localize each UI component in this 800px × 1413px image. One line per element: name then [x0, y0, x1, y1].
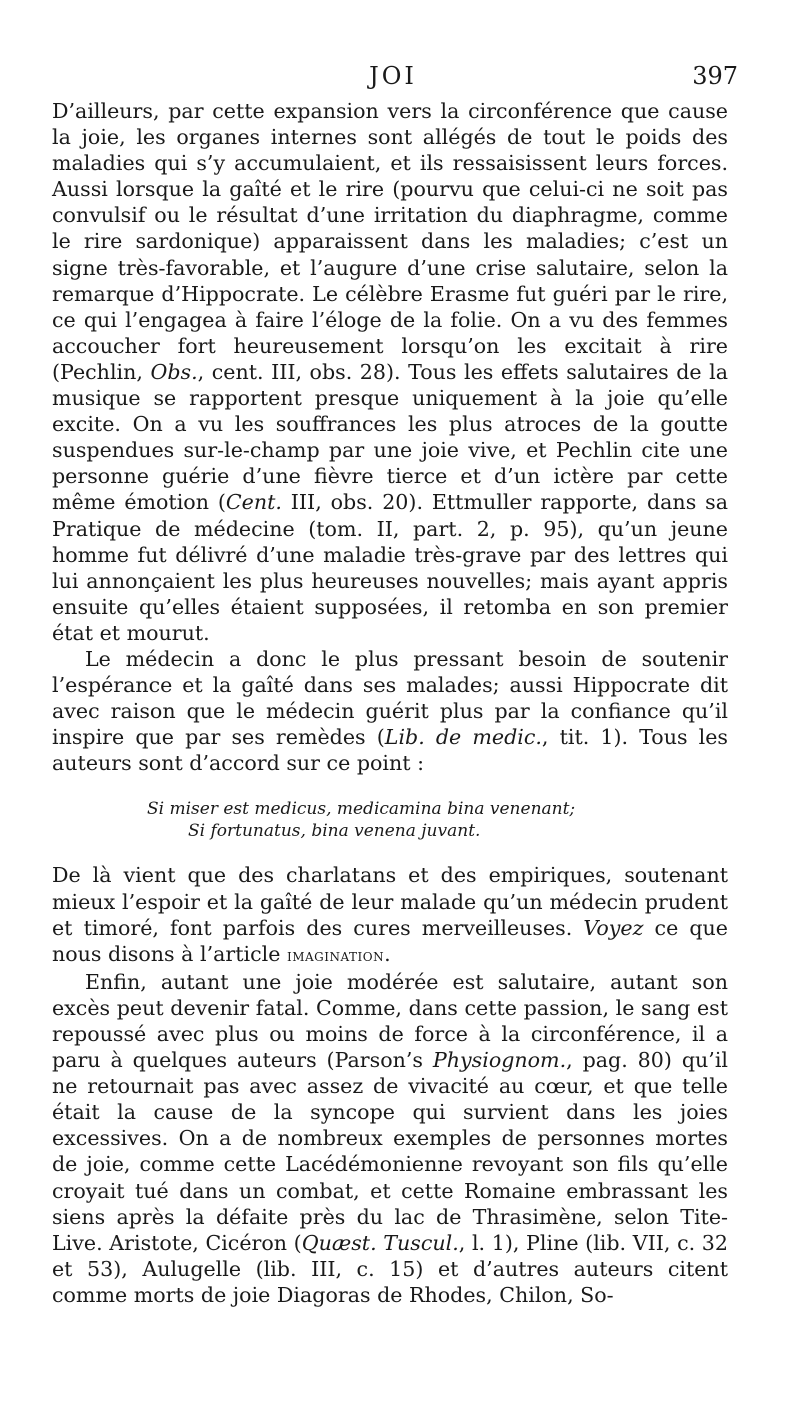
page-header — [48, 62, 738, 96]
text-run: , l. 1), Pline (lib. VII, c. 32 et 53), Aulugelle (lib. III, c. 15) et d’autres auteurs citent comme morts de joie Diagoras de Rhodes, Chilon, So- — [52, 1230, 729, 1307]
text-run: . — [384, 941, 391, 966]
latin-quotation — [52, 798, 728, 842]
quote-line: Si miser est medicus, medicamina bina venenant; — [147, 799, 576, 820]
italic-run: Obs. — [150, 359, 198, 384]
text-run: Enfin, autant une joie modérée est salutaire, autant son excès peut devenir fatal. Comme, dans cette passion, le sang est repoussé avec plus ou moins de force à la circonférence, il a paru à quelques auteurs (Parson’s — [52, 969, 728, 1073]
text-run: , cent. III, obs. 28). Tous les effets salutaires de la musique se rapportent presque uniquement à la joie qu’elle excite. On a vu les souffrances les plus atroces de la goutte suspendues sur-le-champ par une joie vive, et Pechlin cite une personne guérie d’une fièvre tierce et d’un ictère par cette même émotion ( — [52, 359, 728, 515]
page-number: 397 — [692, 62, 738, 90]
italic-run: Voyez — [583, 915, 644, 940]
running-head: JOI — [369, 62, 417, 90]
paragraph — [52, 969, 728, 1308]
small-caps-run: imagination — [286, 945, 385, 966]
body-text — [52, 98, 728, 1308]
text-run: , tit. 1). Tous les auteurs sont d’accord sur ce point : — [52, 725, 728, 776]
text-run: ce que nous disons à l’article — [52, 915, 728, 966]
quote-line: Si fortunatus, bina venena juvant. — [188, 821, 481, 842]
italic-run: Physiognom. — [432, 1048, 567, 1073]
italic-run: Lib. de medic. — [384, 725, 542, 750]
paragraph — [52, 646, 728, 776]
text-run: Le médecin a donc le plus pressant besoin de soutenir l’espérance et la gaîté dans ses malades; aussi Hippocrate dit avec raison que le médecin guérit plus par la confiance qu’il inspire que par ses remèdes ( — [52, 646, 728, 750]
text-run: D’ailleurs, par cette expansion vers la circonférence que cause la joie, les organes internes sont allégés de tout le poids des maladies qui s’y accumulaient, et ils ressaisissent leurs forces. Aussi lorsque la gaîté et le rire (pourvu que celui-ci ne soit pas convulsif ou le résultat d’une irritation du diaphragme, comme le rire sardonique) apparaissent dans les maladies; c’est un signe très-favorable, et l’augure d’une crise salutaire, selon la remarque d’Hippocrate. Le célèbre Erasme fut guéri par le rire, ce qui l’engagea à faire l’éloge de la folie. On a vu des femmes accoucher fort heureusement lorsqu’on les excitait à rire (Pechlin, — [52, 99, 728, 384]
paragraph — [52, 98, 728, 646]
text-run: III, obs. 20). Ettmuller rapporte, dans sa Pratique de médecine (tom. II, part. 2, p. 95), qu’un jeune homme fut délivré d’une maladie très-grave par des lettres qui lui annonçaient les plus heureuses nouvelles; mais ayant appris ensuite qu’elles étaient supposées, il retomba en son premier état et mourut. — [52, 490, 728, 645]
paragraph — [52, 862, 728, 968]
text-run: De là vient que des charlatans et des empiriques, soutenant mieux l’espoir et la gaîté de leur malade qu’un médecin prudent et timoré, font parfois des cures merveilleuses. — [52, 863, 728, 940]
italic-run: Cent. — [225, 490, 282, 515]
text-run: , pag. 80) qu’il ne retournait pas avec assez de vivacité au cœur, et que telle était la cause de la syncope qui survient dans les joies excessives. On a de nombreux exemples de personnes mortes de joie, comme cette Lacédémonienne revoyant son fils qu’elle croyait tué dans un combat, et cette Romaine embrassant les siens après la défaite près du lac de Thrasimène, selon Tite-Live. Aristote, Cicéron ( — [52, 1048, 728, 1255]
italic-run: Quæst. Tuscul. — [301, 1230, 459, 1255]
